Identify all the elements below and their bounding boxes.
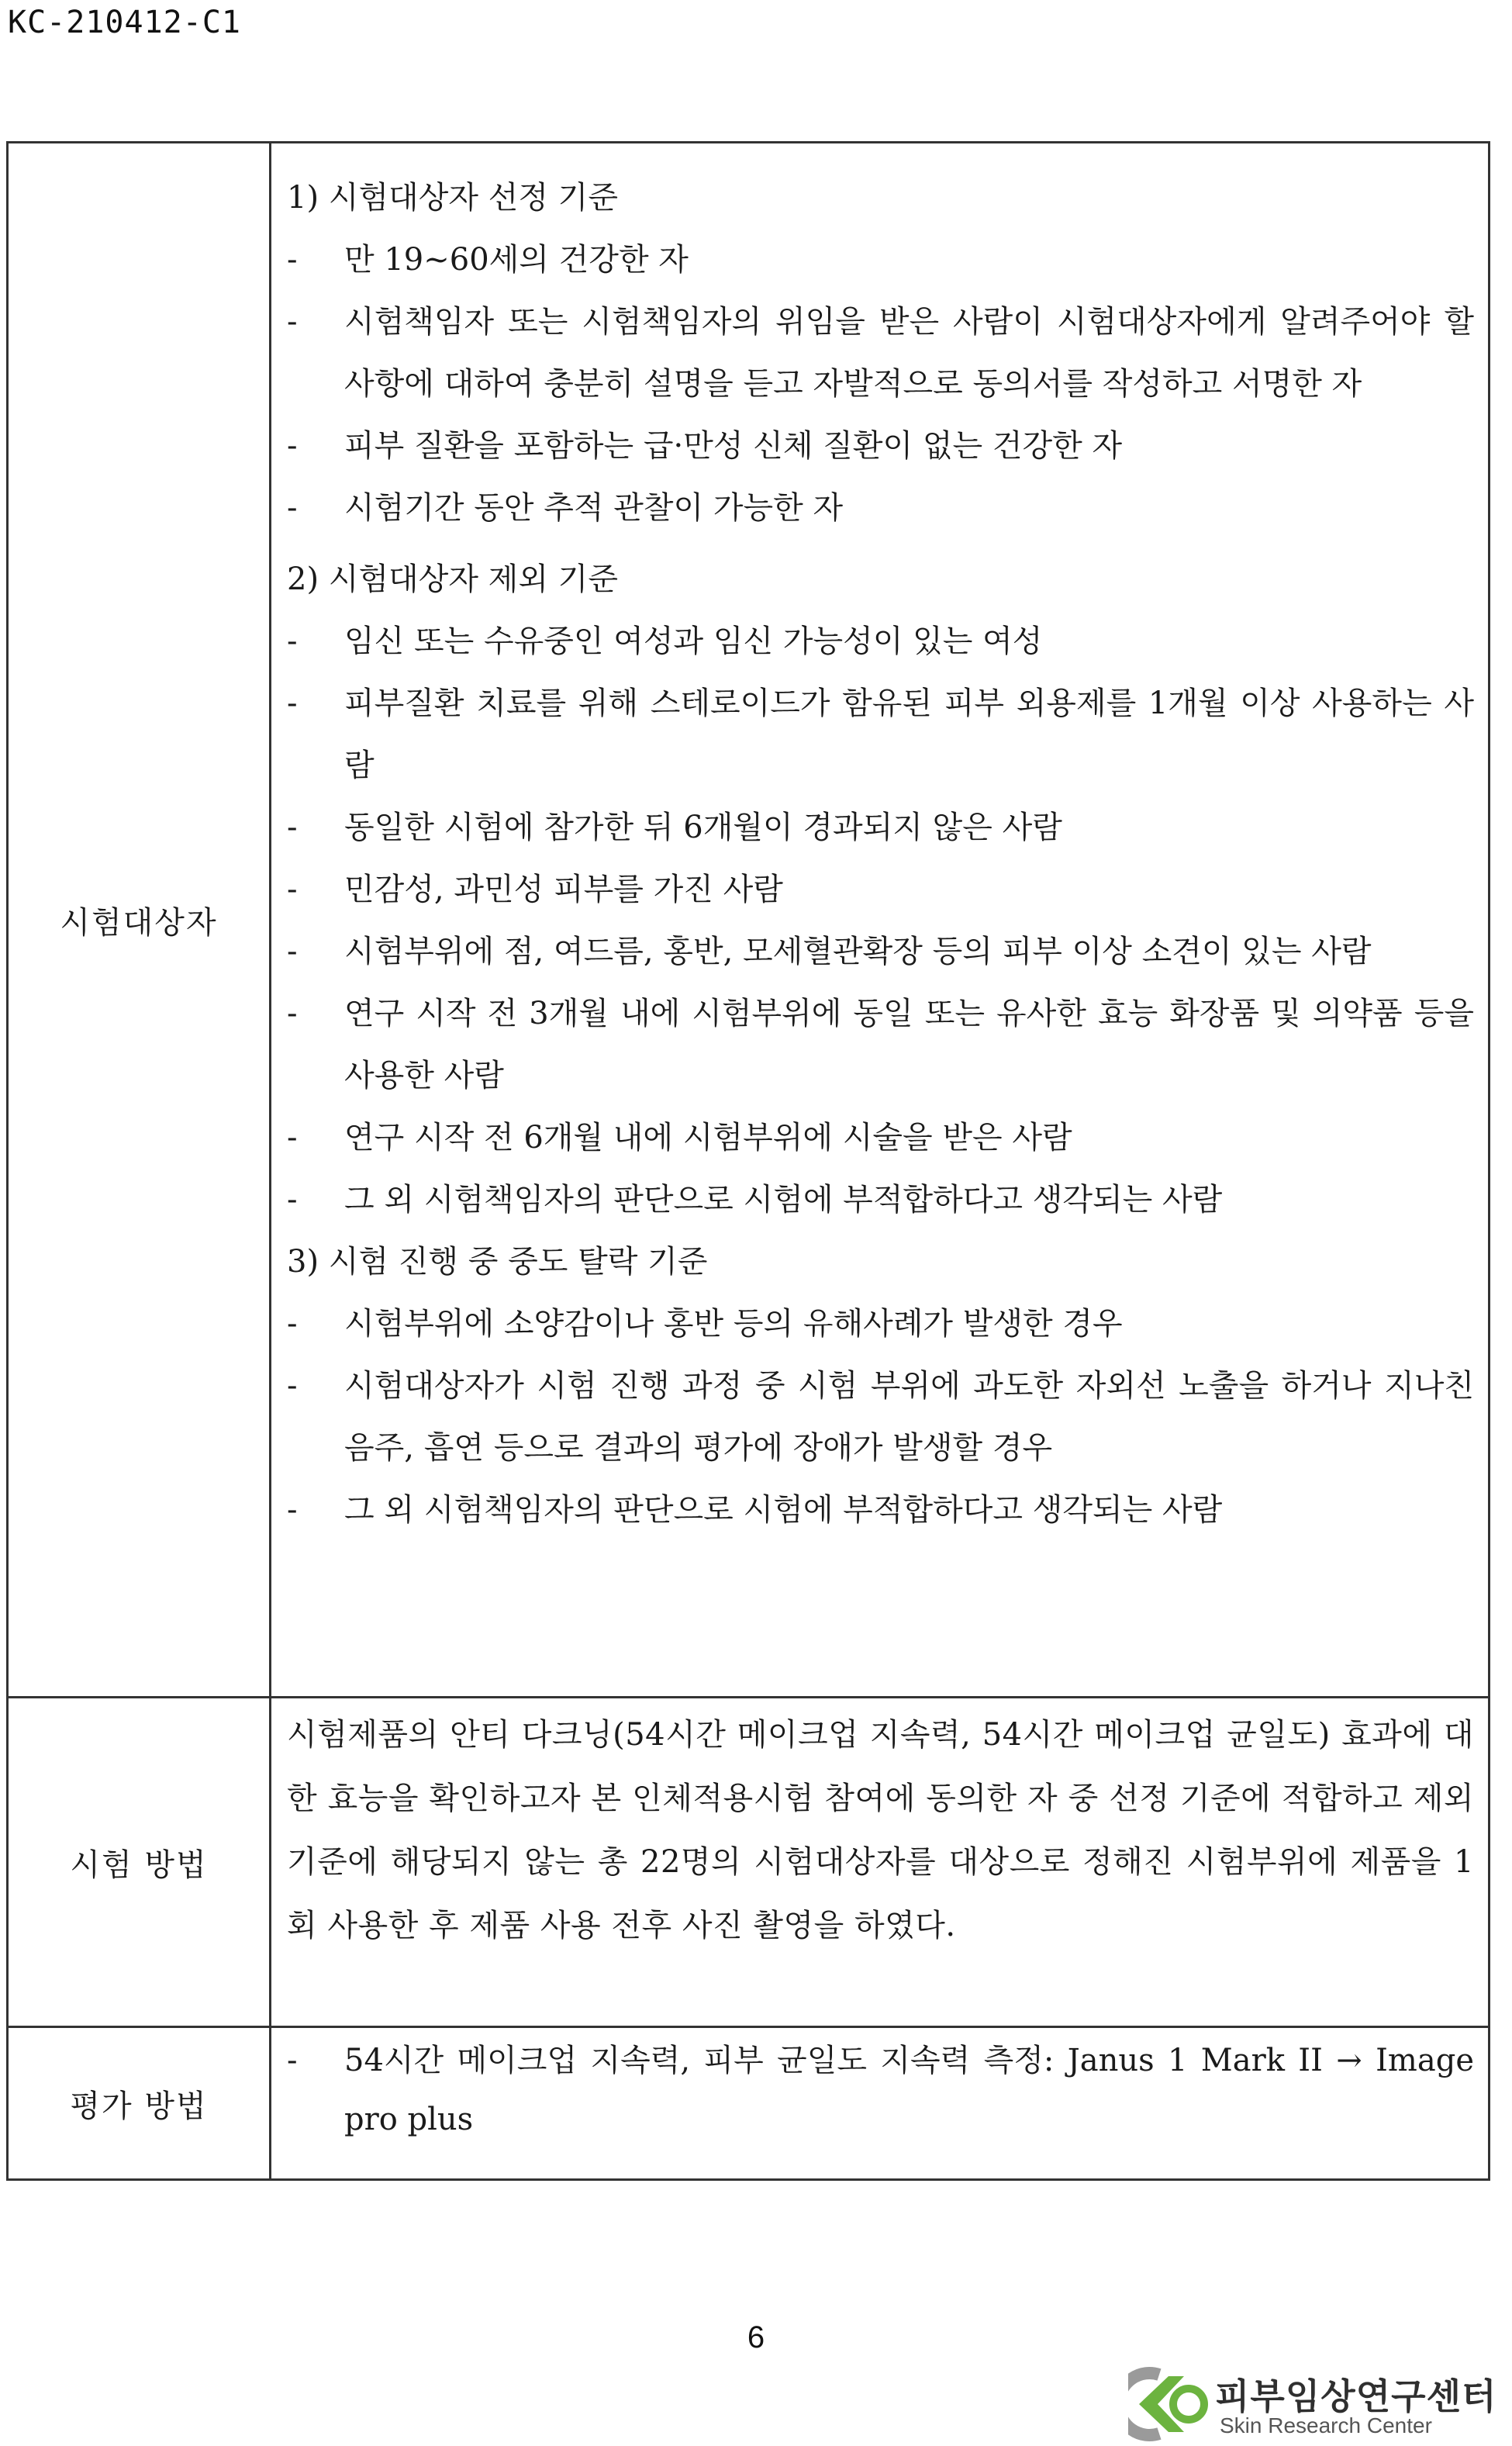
criteria-text: 시험기간 동안 추적 관찰이 가능한 자 bbox=[344, 490, 844, 526]
method-content bbox=[271, 1698, 1490, 2027]
criteria-item bbox=[287, 921, 1474, 983]
criteria-item bbox=[287, 1479, 1474, 1541]
list-dash: - bbox=[287, 934, 298, 969]
list-dash: - bbox=[287, 1182, 298, 1218]
criteria-text: 시험부위에 소양감이나 홍반 등의 유해사례가 발생한 경우 bbox=[344, 1306, 1123, 1342]
row-label-subjects: 시험대상자 bbox=[8, 143, 271, 1698]
list-dash: - bbox=[287, 686, 298, 721]
row-label-evaluation: 평가 방법 bbox=[8, 2027, 271, 2180]
list-dash: - bbox=[287, 304, 298, 340]
evaluation-item bbox=[287, 2031, 1474, 2149]
exclusion-heading: 2) 시험대상자 제외 기준 bbox=[287, 561, 618, 597]
criteria-item bbox=[287, 1293, 1474, 1355]
criteria-text: 피부질환 치료를 위해 스테로이드가 함유된 피부 외용제를 1개월 이상 사용하는 사람 bbox=[344, 686, 1474, 783]
evaluation-text: 54시간 메이크업 지속력, 피부 균일도 지속력 측정: Janus 1 Mark II → Image pro plus bbox=[344, 2043, 1474, 2137]
subjects-content bbox=[271, 143, 1490, 1698]
exclusion-list bbox=[287, 610, 1474, 1231]
criteria-text: 동일한 시험에 참가한 뒤 6개월이 경과되지 않은 사람 bbox=[344, 810, 1062, 845]
list-dash: - bbox=[287, 872, 298, 907]
criteria-item bbox=[287, 477, 1474, 539]
method-description: 시험제품의 안티 다크닝(54시간 메이크업 지속력, 54시간 메이크업 균일도) 효과에 대한 효능을 확인하고자 본 인체적용시험 참여에 동의한 자 중 선정 기준에 적합하고 제외 기준에 해당되지 않는 총 22명의 시험대상자를 대상으로 정해진 시험부위에 제품을 1회 사용한 후 제품 사용 전후 사진 촬영을 하였다. bbox=[287, 1717, 1474, 1943]
list-dash: - bbox=[287, 810, 298, 845]
table-row-evaluation bbox=[8, 2027, 1490, 2180]
criteria-text: 피부 질환을 포함하는 급·만성 신체 질환이 없는 건강한 자 bbox=[344, 428, 1123, 464]
criteria-item bbox=[287, 229, 1474, 291]
page-number: 6 bbox=[747, 2320, 765, 2354]
list-dash: - bbox=[287, 490, 298, 526]
kc-logo-icon bbox=[1128, 2365, 1213, 2443]
criteria-item bbox=[287, 859, 1474, 921]
row-label-method: 시험 방법 bbox=[8, 1698, 271, 2027]
list-dash: - bbox=[287, 624, 298, 659]
criteria-text: 민감성, 과민성 피부를 가진 사람 bbox=[344, 872, 783, 907]
criteria-item bbox=[287, 1355, 1474, 1479]
criteria-item bbox=[287, 291, 1474, 415]
inclusion-list bbox=[287, 229, 1474, 539]
list-dash: - bbox=[287, 2043, 298, 2078]
criteria-text: 그 외 시험책임자의 판단으로 시험에 부적합하다고 생각되는 사람 bbox=[344, 1182, 1223, 1218]
list-dash: - bbox=[287, 1368, 298, 1404]
criteria-item bbox=[287, 415, 1474, 477]
logo-name-english: Skin Research Center bbox=[1220, 2413, 1432, 2437]
criteria-item bbox=[287, 1169, 1474, 1231]
inclusion-heading: 1) 시험대상자 선정 기준 bbox=[287, 180, 618, 216]
skin-research-center-logo bbox=[1128, 2365, 1497, 2443]
exclusion-criteria bbox=[287, 548, 1474, 1541]
list-dash: - bbox=[287, 1492, 298, 1528]
criteria-text: 시험책임자 또는 시험책임자의 위임을 받은 사람이 시험대상자에게 알려주어야 할 사항에 대하여 충분히 설명을 듣고 자발적으로 동의서를 작성하고 서명한 자 bbox=[344, 304, 1474, 402]
list-dash: - bbox=[287, 996, 298, 1031]
criteria-text: 시험부위에 점, 여드름, 홍반, 모세혈관확장 등의 피부 이상 소견이 있는 사람 bbox=[344, 934, 1372, 969]
table-row-method bbox=[8, 1698, 1490, 2027]
list-dash: - bbox=[287, 242, 298, 278]
criteria-text: 만 19~60세의 건강한 자 bbox=[344, 242, 689, 278]
criteria-item bbox=[287, 796, 1474, 859]
criteria-text: 시험대상자가 시험 진행 과정 중 시험 부위에 과도한 자외선 노출을 하거나 지나친 음주, 흡연 등으로 결과의 평가에 장애가 발생할 경우 bbox=[344, 1368, 1474, 1466]
dropout-heading: 3) 시험 진행 중 중도 탈락 기준 bbox=[287, 1244, 708, 1280]
study-design-table bbox=[6, 141, 1490, 2181]
criteria-item bbox=[287, 672, 1474, 796]
criteria-item bbox=[287, 1107, 1474, 1169]
logo-name-korean: 피부임상연구센터 bbox=[1215, 2375, 1497, 2417]
list-dash: - bbox=[287, 1120, 298, 1156]
criteria-text: 임신 또는 수유중인 여성과 임신 가능성이 있는 여성 bbox=[344, 624, 1043, 659]
dropout-list bbox=[287, 1293, 1474, 1541]
criteria-item bbox=[287, 610, 1474, 672]
list-dash: - bbox=[287, 428, 298, 464]
criteria-text: 연구 시작 전 6개월 내에 시험부위에 시술을 받은 사람 bbox=[344, 1120, 1072, 1156]
table-row-subjects bbox=[8, 143, 1490, 1698]
criteria-text: 그 외 시험책임자의 판단으로 시험에 부적합하다고 생각되는 사람 bbox=[344, 1492, 1223, 1528]
list-dash: - bbox=[287, 1306, 298, 1342]
inclusion-criteria bbox=[287, 167, 1474, 539]
evaluation-content bbox=[271, 2027, 1490, 2180]
document-id: KC-210412-C1 bbox=[8, 5, 241, 40]
criteria-text: 연구 시작 전 3개월 내에 시험부위에 동일 또는 유사한 효능 화장품 및 의약품 등을 사용한 사람 bbox=[344, 996, 1474, 1093]
criteria-item bbox=[287, 983, 1474, 1107]
